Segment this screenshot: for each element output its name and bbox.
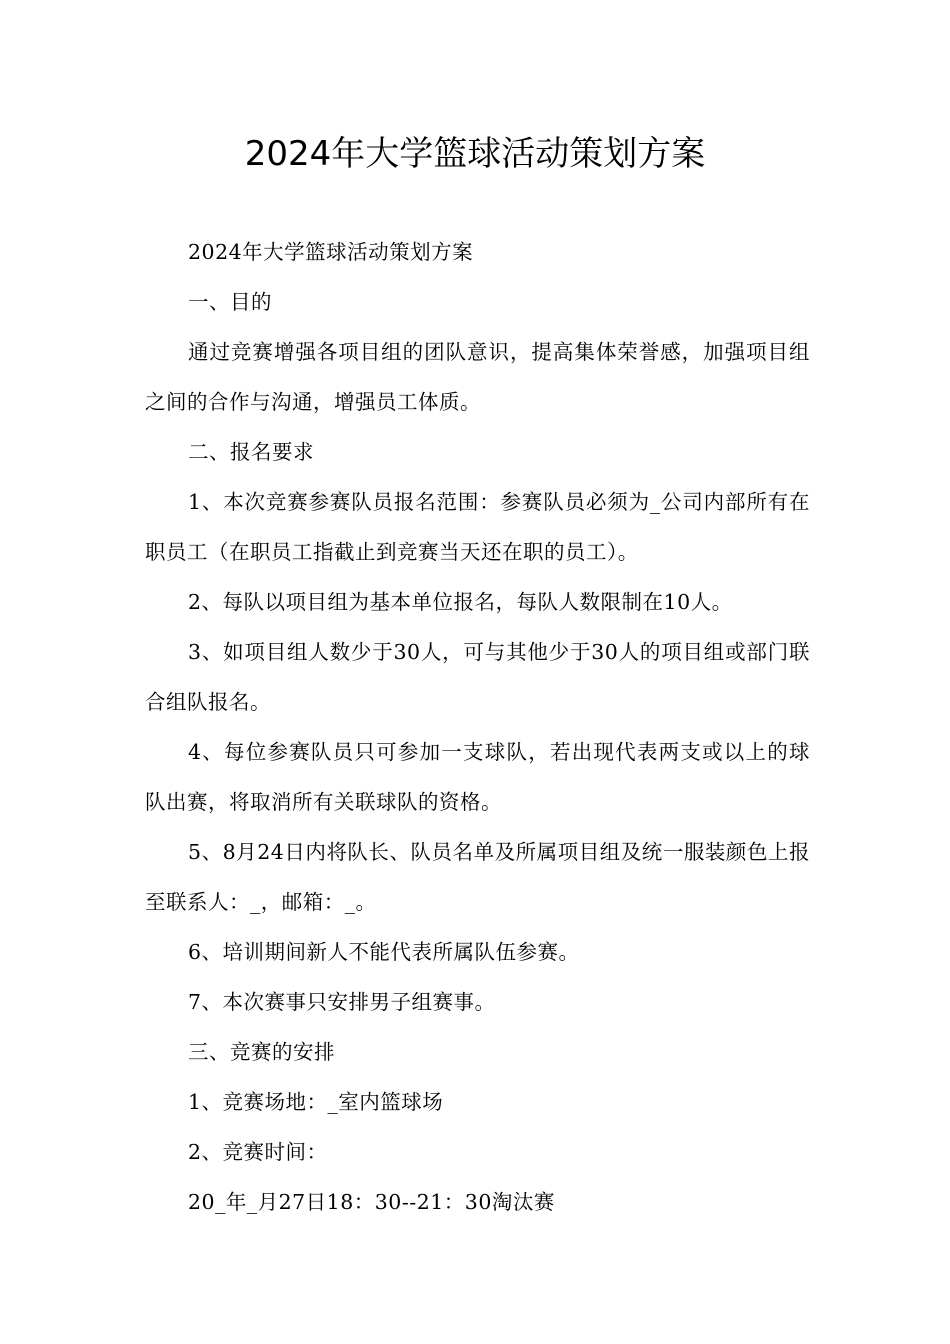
paragraph-schedule-time: 2、竞赛时间： <box>188 1140 328 1164</box>
paragraph-registration-5: 5、8月24日内将队长、队员名单及所属项目组及统一服装颜色上报至联系人：_，邮箱：_。 <box>145 840 810 914</box>
paragraph-schedule-venue: 1、竞赛场地：_室内篮球场 <box>188 1090 444 1114</box>
document-body <box>145 227 810 1227</box>
paragraph-subtitle: 2024年大学篮球活动策划方案 <box>188 240 474 264</box>
paragraph-purpose: 通过竞赛增强各项目组的团队意识，提高集体荣誉感，加强项目组之间的合作与沟通，增强员工体质。 <box>145 340 810 414</box>
paragraph-registration-4: 4、每位参赛队员只可参加一支球队，若出现代表两支或以上的球队出赛，将取消所有关联球队的资格。 <box>145 740 810 814</box>
document-title: 2024年大学篮球活动策划方案 <box>244 134 706 174</box>
section-heading-registration: 二、报名要求 <box>188 440 314 464</box>
paragraph-registration-3: 3、如项目组人数少于30人，可与其他少于30人的项目组或部门联合组队报名。 <box>145 640 810 714</box>
paragraph-registration-7: 7、本次赛事只安排男子组赛事。 <box>188 990 496 1014</box>
paragraph-registration-6: 6、培训期间新人不能代表所属队伍参赛。 <box>188 940 580 964</box>
paragraph-registration-1: 1、本次竞赛参赛队员报名范围：参赛队员必须为_公司内部所有在职员工（在职员工指截止到竞赛当天还在职的员工）。 <box>145 490 810 564</box>
paragraph-schedule-date: 20_年_月27日18：30--21：30淘汰赛 <box>188 1190 555 1214</box>
section-heading-purpose: 一、目的 <box>188 290 272 314</box>
section-heading-schedule: 三、竞赛的安排 <box>188 1040 335 1064</box>
paragraph-registration-2: 2、每队以项目组为基本单位报名，每队人数限制在10人。 <box>188 590 733 614</box>
